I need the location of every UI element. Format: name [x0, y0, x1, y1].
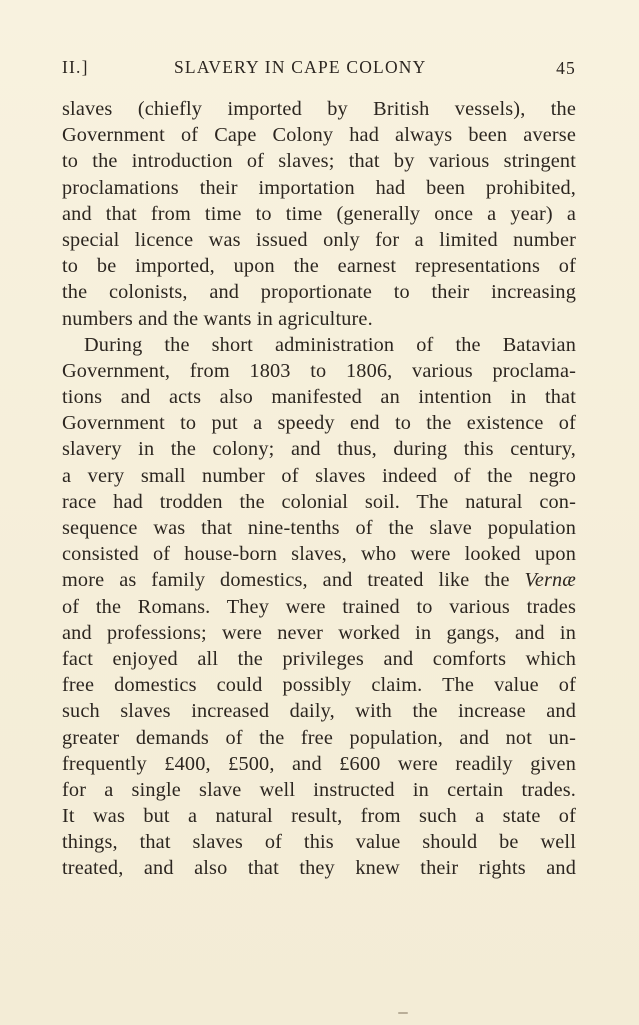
- text-line: proclamations their importation had been prohibited,: [62, 176, 576, 199]
- text-segment: more as family domestics, and treated like the: [62, 569, 510, 592]
- text-line: a very small number of slaves indeed of the negro: [62, 464, 576, 487]
- text-line: free domestics could possibly claim. The value of: [62, 674, 576, 697]
- text-line: such slaves increased daily, with the increase and: [62, 700, 576, 723]
- text-line: frequently £400, £500, and £600 were readily given: [62, 752, 576, 775]
- text-line: treated, and also that they knew their rights and: [62, 857, 576, 880]
- text-line: Government to put a speedy end to the existence of: [62, 412, 576, 435]
- text-line: slaves (chiefly imported by British vessels), the: [62, 98, 576, 120]
- text-line: things, that slaves of this value should be well: [62, 831, 576, 854]
- text-line: fact enjoyed all the privileges and comforts which: [62, 647, 576, 670]
- paragraph-start-line: During the short administration of the Batavian: [84, 333, 576, 356]
- text-line: of the Romans. They were trained to various trades: [62, 595, 576, 618]
- text-line: consisted of house-born slaves, who were looked upon: [62, 543, 576, 566]
- text-line: and that from time to time (generally once a year) a: [62, 202, 576, 225]
- text-line: tions and acts also manifested an intention in that: [62, 386, 576, 409]
- italic-term: Vernæ: [524, 569, 576, 592]
- text-line: for a single slave well instructed in certain trades.: [62, 778, 576, 801]
- paragraph-end-line: numbers and the wants in agriculture.: [62, 307, 373, 330]
- text-line: slavery in the colony; and thus, during this century,: [62, 438, 576, 461]
- chapter-number: II.]: [62, 57, 89, 77]
- text-line: Government of Cape Colony had always been averse: [62, 124, 576, 147]
- text-line: and professions; were never worked in gangs, and in: [62, 621, 576, 644]
- text-line: to be imported, upon the earnest representations of: [62, 255, 576, 278]
- text-line: to the introduction of slaves; that by various stringent: [62, 150, 576, 173]
- paper-mark: [398, 1012, 408, 1014]
- text-line: the colonists, and proportionate to their increasing: [62, 281, 576, 304]
- text-line: special licence was issued only for a limited number: [62, 228, 576, 251]
- text-line: race had trodden the colonial soil. The natural con-: [62, 490, 576, 513]
- page-number: 45: [556, 58, 576, 78]
- running-title: SLAVERY IN CAPE COLONY: [174, 57, 427, 77]
- text-line: greater demands of the free population, and not un-: [62, 726, 576, 749]
- text-line: Government, from 1803 to 1806, various proclama-: [62, 359, 576, 382]
- body-text: [62, 96, 576, 882]
- running-head: [62, 57, 576, 81]
- text-line-with-italic: [62, 567, 576, 593]
- text-line: sequence was that nine-tenths of the slave population: [62, 517, 576, 539]
- text-line: It was but a natural result, from such a state of: [62, 805, 576, 828]
